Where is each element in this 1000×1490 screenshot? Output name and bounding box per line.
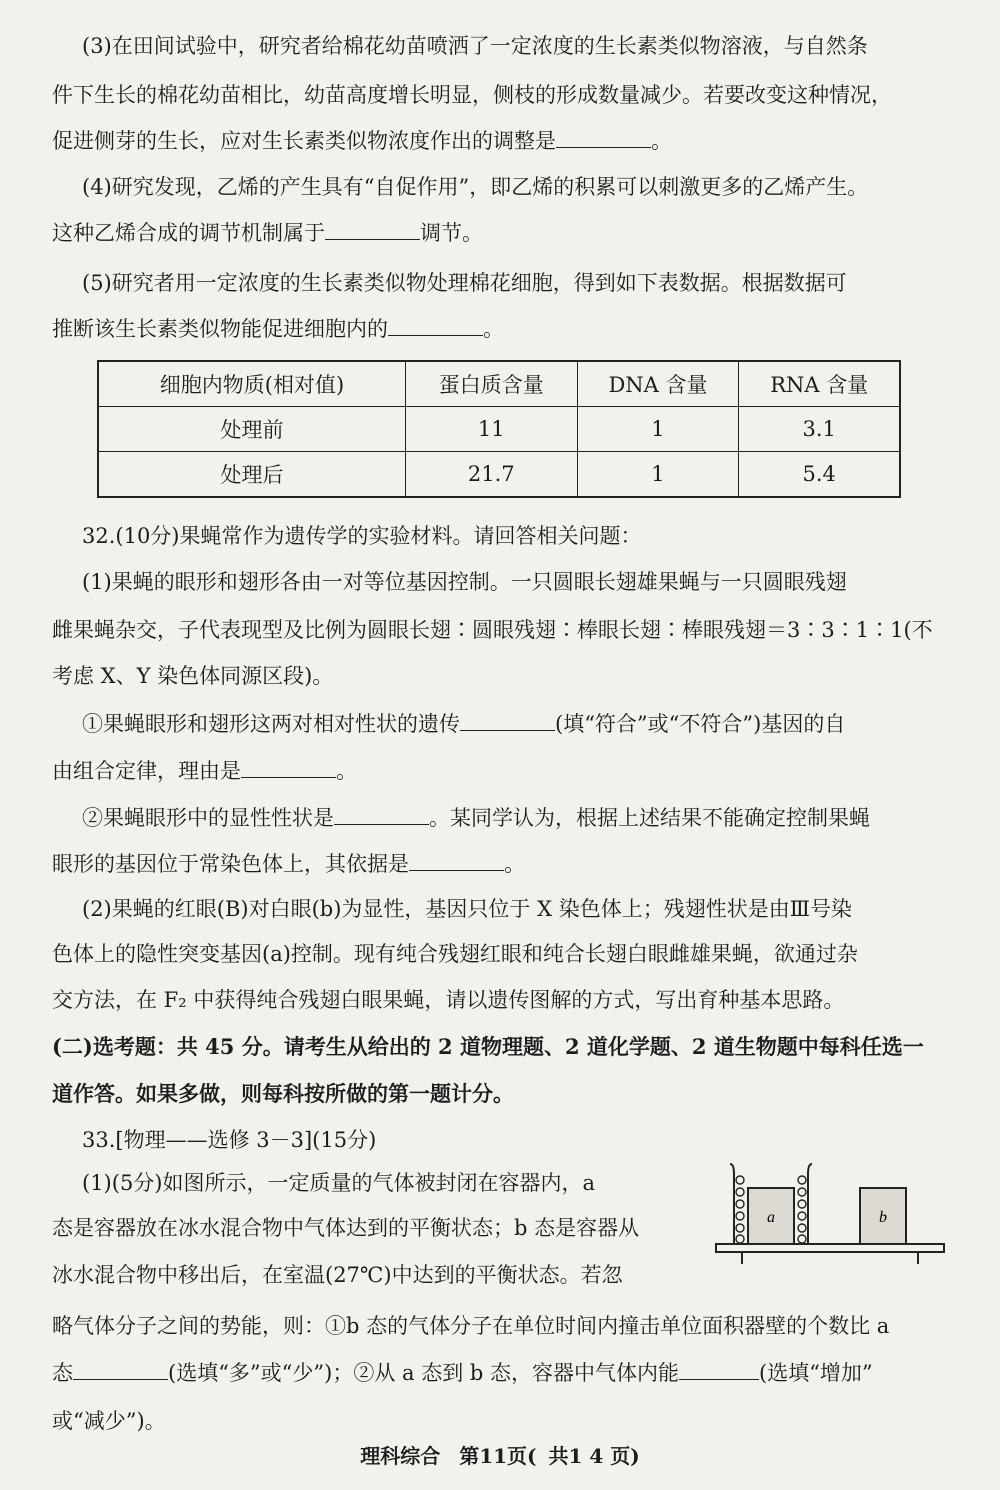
q33-p1-line4: 略气体分子之间的势能，则：①b 态的气体分子在单位时间内撞击单位面积器壁的个数比 a <box>52 1314 890 1338</box>
table-surface <box>716 1244 944 1252</box>
data-table <box>97 360 901 498</box>
table-header: 细胞内物质(相对值) <box>98 361 406 407</box>
q33-p1-line2: 态是容器放在冰水混合物中气体达到的平衡状态；b 态是容器从 <box>52 1216 640 1240</box>
q31-p4-tail: 调节。 <box>420 221 483 245</box>
q31-p3-line3 <box>52 125 962 157</box>
table-cell: 3.1 <box>739 407 900 452</box>
answer-blank <box>325 217 420 240</box>
q31-p4-line2 <box>52 217 962 249</box>
answer-blank <box>241 755 336 778</box>
q33-p1-line1: (1)(5分)如图所示，一定质量的气体被封闭在容器内，a <box>82 1171 596 1195</box>
gas-container-figure <box>712 1160 948 1264</box>
table-cell: 21.7 <box>406 452 578 498</box>
q32-p2-line2: 色体上的隐性突变基因(a)控制。现有纯合残翅红眼和纯合长翅白眼雌雄果蝇，欲通过杂 <box>52 942 858 966</box>
q33-p1-line3: 冰水混合物中移出后，在室温(27℃)中达到的平衡状态。若忽 <box>52 1263 623 1287</box>
q31-p3-line2: 件下生长的棉花幼苗相比，幼苗高度增长明显，侧枝的形成数量减少。若要改变这种情况， <box>52 83 892 107</box>
q31-p3-line1: (3)在田间试验中，研究者给棉花幼苗喷洒了一定浓度的生长素类似物溶液，与自然条 <box>82 34 868 58</box>
table-row <box>98 452 900 498</box>
table-header: RNA 含量 <box>739 361 900 407</box>
q32-s1-line2 <box>52 755 962 787</box>
table-cell: 处理后 <box>98 452 406 498</box>
label-a: a <box>767 1209 775 1226</box>
q33-p1-line5 <box>52 1357 962 1389</box>
table-row <box>98 407 900 452</box>
q32-p2-line3: 交方法，在 F₂ 中获得纯合残翅白眼果蝇，请以遗传图解的方式，写出育种基本思路。 <box>52 988 845 1012</box>
table-cell: 1 <box>577 407 739 452</box>
period: 。 <box>651 129 672 153</box>
q32-s2-text: ②果蝇眼形中的显性性状是 <box>82 806 334 830</box>
q33-p1-line6: 或“减少”)。 <box>52 1409 166 1433</box>
answer-blank <box>460 708 555 731</box>
q32-s2-text2: 。某同学认为，根据上述结果不能确定控制果蝇 <box>429 806 870 830</box>
label-b: b <box>879 1209 887 1226</box>
answer-blank <box>556 125 651 148</box>
q31-p3-text: 促进侧芽的生长，应对生长素类似物浓度作出的调整是 <box>52 129 556 153</box>
table-header: DNA 含量 <box>577 361 739 407</box>
q32-s2-line1 <box>82 802 962 834</box>
q33-text: (选填“增加” <box>759 1361 873 1385</box>
q32-p1-line3: 考虑 X、Y 染色体同源区段)。 <box>52 664 334 688</box>
q32-title: 32.(10分)果蝇常作为遗传学的实验材料。请回答相关问题： <box>82 524 642 548</box>
footer-subject: 理科综合 <box>360 1444 441 1468</box>
q31-p4-line1: (4)研究发现，乙烯的产生具有“自促作用”，即乙烯的积累可以刺激更多的乙烯产生。 <box>82 175 869 199</box>
section2-line1: (二)选考题：共 45 分。请考生从给出的 2 道物理题、2 道化学题、2 道生物题中每科任选一 <box>52 1034 924 1059</box>
table-header-row <box>98 361 900 407</box>
q32-p2-line1: (2)果蝇的红眼(B)对白眼(b)为显性，基因只位于 X 染色体上；残翅性状是由Ⅲ号染 <box>82 897 852 921</box>
q33-title: 33.[物理——选修 3－3](15分) <box>82 1128 377 1152</box>
answer-blank <box>334 802 429 825</box>
q32-s2-text3: 眼形的基因位于常染色体上，其依据是 <box>52 852 409 876</box>
answer-blank <box>409 848 504 871</box>
period: 。 <box>504 852 525 876</box>
period: 。 <box>483 317 504 341</box>
footer-page: 第11页( <box>459 1444 537 1468</box>
q32-s1-line1 <box>82 708 962 740</box>
table-cell: 5.4 <box>739 452 900 498</box>
answer-blank <box>388 313 483 336</box>
q32-s1-text: ①果蝇眼形和翅形这两对相对性状的遗传 <box>82 712 460 736</box>
q31-p4-text: 这种乙烯合成的调节机制属于 <box>52 221 325 245</box>
page-footer <box>0 1440 1000 1469</box>
table-cell: 1 <box>577 452 739 498</box>
table-cell: 11 <box>406 407 578 452</box>
q32-s2-line2 <box>52 848 962 880</box>
section2-line2: 道作答。如果多做，则每科按所做的第一题计分。 <box>52 1081 514 1106</box>
q32-s1-text3: 由组合定律，理由是 <box>52 759 241 783</box>
footer-total: 共1 4 页) <box>548 1444 640 1468</box>
table-header: 蛋白质含量 <box>406 361 578 407</box>
q31-p5-line1: (5)研究者用一定浓度的生长素类似物处理棉花细胞，得到如下表数据。根据数据可 <box>82 271 847 295</box>
q33-text: (选填“多”或“少”)；②从 a 态到 b 态，容器中气体内能 <box>168 1361 679 1385</box>
q32-p1-line2: 雌果蝇杂交，子代表现型及比例为圆眼长翅∶圆眼残翅∶棒眼长翅∶棒眼残翅＝3∶3∶1∶1(不 <box>52 618 933 642</box>
q32-s1-text2: (填“符合”或“不符合”)基因的自 <box>555 712 846 736</box>
answer-blank <box>679 1357 759 1380</box>
q31-p5-line2 <box>52 313 962 345</box>
period: 。 <box>336 759 357 783</box>
q32-p1-line1: (1)果蝇的眼形和翅形各由一对等位基因控制。一只圆眼长翅雄果蝇与一只圆眼残翅 <box>82 570 847 594</box>
q31-p5-text: 推断该生长素类似物能促进细胞内的 <box>52 317 388 341</box>
table-cell: 处理前 <box>98 407 406 452</box>
q33-text: 态 <box>52 1361 73 1385</box>
answer-blank <box>73 1357 168 1380</box>
